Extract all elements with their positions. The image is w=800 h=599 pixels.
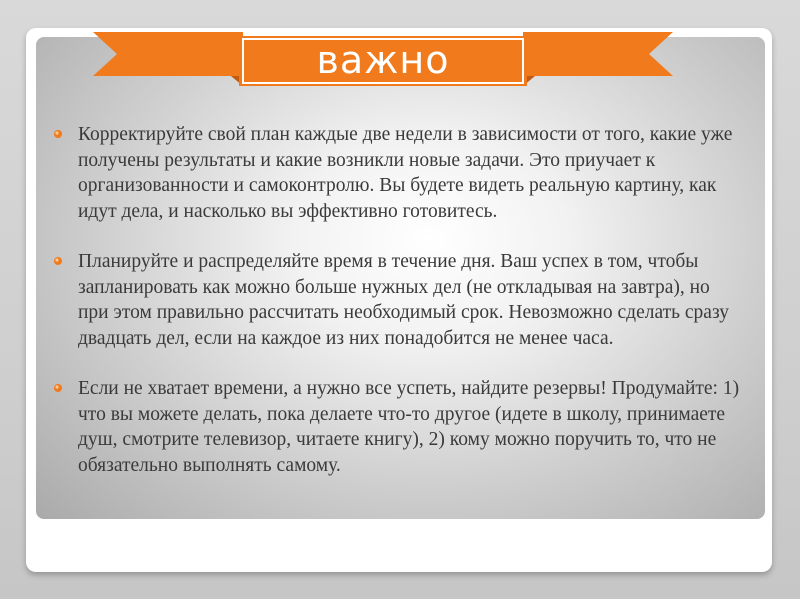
bullet-item (53, 122, 743, 224)
bullet-text: Планируйте и распределяйте время в течение дня. Ваш успех в том, чтобы запланировать как можно больше нужных дел (не откладывая на завтра), но при этом правильно рассчитать необходимый срок. Невозможно сделать сразу двадцать дел, если на каждое из них понадобится не менее часа. (78, 251, 729, 349)
bullet-item (53, 249, 743, 351)
bullet-list (53, 122, 743, 478)
bullet-item (53, 376, 743, 478)
bullet-text: Если не хватает времени, а нужно все успеть, найдите резервы! Продумайте: 1) что вы можете делать, пока делаете что-то другое (идете в школу, принимаете душ, смотрите телевизор, читаете книгу), 2) кому можно поручить то, что не обязательно выполнять самому. (78, 378, 740, 476)
title-banner (93, 30, 673, 88)
bullet-icon (53, 383, 63, 393)
bullet-icon (53, 256, 63, 266)
slide-title: важно (316, 38, 450, 82)
bullet-text: Корректируйте свой план каждые две недели в зависимости от того, какие уже получены результаты и какие возникли новые задачи. Это приучает к организованности и самоконтролю. Вы будете видеть реальную картину, как идут дела, и насколько вы эффективно готовитесь. (78, 124, 733, 222)
bullet-icon (53, 129, 63, 139)
